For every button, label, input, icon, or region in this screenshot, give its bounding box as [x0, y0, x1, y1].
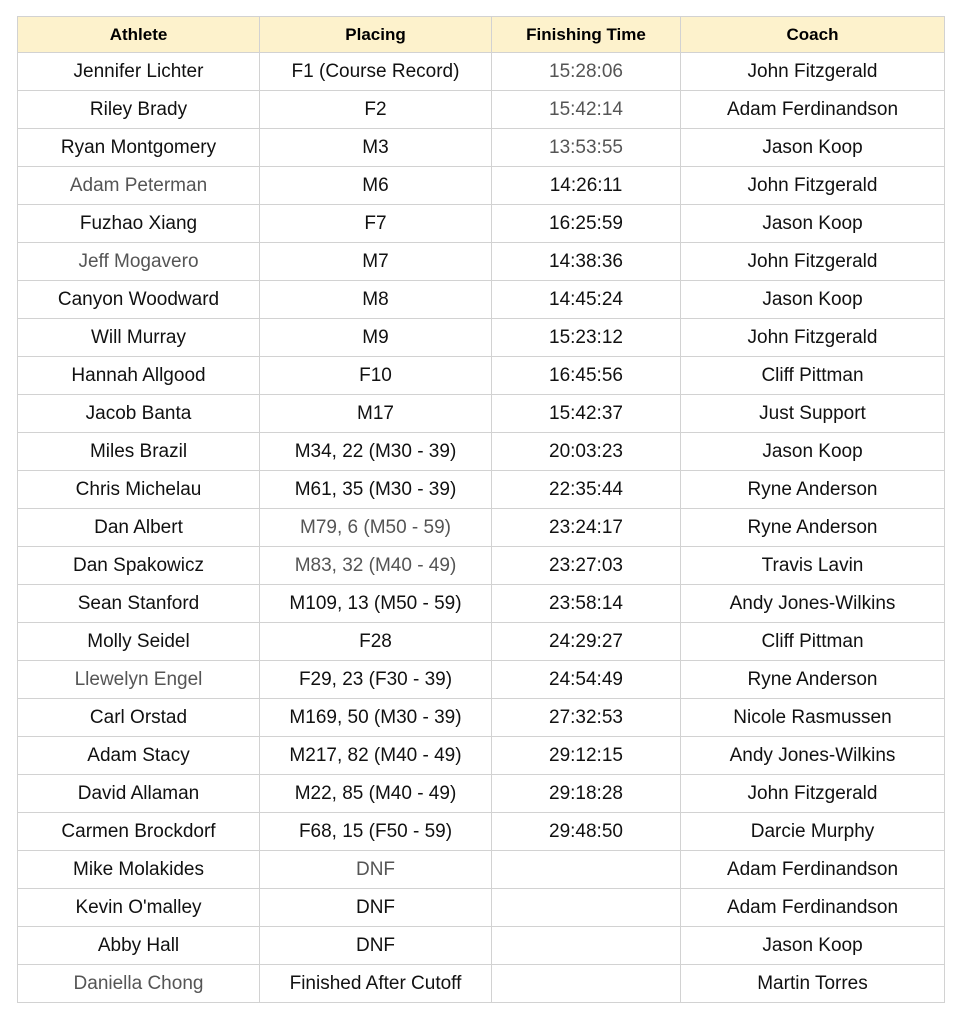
finishing-time-cell[interactable]: 22:35:44: [492, 471, 681, 509]
athlete-cell[interactable]: Carmen Brockdorf: [18, 813, 260, 851]
finishing-time-cell[interactable]: [492, 927, 681, 965]
coach-cell[interactable]: Andy Jones-Wilkins: [681, 585, 945, 623]
athlete-cell[interactable]: Fuzhao Xiang: [18, 205, 260, 243]
table-row: [18, 775, 945, 813]
placing-cell[interactable]: M34, 22 (M30 - 39): [260, 433, 492, 471]
coach-cell[interactable]: Jason Koop: [681, 205, 945, 243]
table-row: [18, 509, 945, 547]
athlete-cell[interactable]: Jennifer Lichter: [18, 53, 260, 91]
column-header-athlete[interactable]: Athlete: [18, 17, 260, 53]
coach-cell[interactable]: Ryne Anderson: [681, 509, 945, 547]
coach-cell[interactable]: Martin Torres: [681, 965, 945, 1003]
coach-cell[interactable]: Jason Koop: [681, 433, 945, 471]
finishing-time-cell[interactable]: [492, 965, 681, 1003]
placing-cell[interactable]: DNF: [260, 927, 492, 965]
table-row: [18, 281, 945, 319]
finishing-time-cell[interactable]: 23:27:03: [492, 547, 681, 585]
coach-cell[interactable]: Andy Jones-Wilkins: [681, 737, 945, 775]
placing-cell[interactable]: M9: [260, 319, 492, 357]
athlete-cell[interactable]: Jacob Banta: [18, 395, 260, 433]
table-row: [18, 471, 945, 509]
coach-cell[interactable]: Adam Ferdinandson: [681, 851, 945, 889]
coach-cell[interactable]: John Fitzgerald: [681, 167, 945, 205]
finishing-time-cell[interactable]: 15:42:37: [492, 395, 681, 433]
athlete-cell[interactable]: Kevin O'malley: [18, 889, 260, 927]
finishing-time-cell[interactable]: [492, 851, 681, 889]
athlete-cell[interactable]: Dan Spakowicz: [18, 547, 260, 585]
athlete-cell[interactable]: Mike Molakides: [18, 851, 260, 889]
finishing-time-cell[interactable]: 20:03:23: [492, 433, 681, 471]
finishing-time-cell[interactable]: [492, 889, 681, 927]
finishing-time-cell[interactable]: 29:12:15: [492, 737, 681, 775]
coach-cell[interactable]: Cliff Pittman: [681, 623, 945, 661]
results-sheet: [17, 16, 945, 1003]
athlete-cell[interactable]: Llewelyn Engel: [18, 661, 260, 699]
table-body: [18, 53, 945, 1003]
table-row: [18, 889, 945, 927]
placing-cell[interactable]: M61, 35 (M30 - 39): [260, 471, 492, 509]
finishing-time-cell[interactable]: 15:42:14: [492, 91, 681, 129]
coach-cell[interactable]: Jason Koop: [681, 129, 945, 167]
placing-cell[interactable]: DNF: [260, 889, 492, 927]
column-header-coach[interactable]: Coach: [681, 17, 945, 53]
athlete-cell[interactable]: Dan Albert: [18, 509, 260, 547]
placing-cell[interactable]: F2: [260, 91, 492, 129]
athlete-cell[interactable]: Will Murray: [18, 319, 260, 357]
table-row: [18, 53, 945, 91]
coach-cell[interactable]: Darcie Murphy: [681, 813, 945, 851]
table-row: [18, 395, 945, 433]
athlete-cell[interactable]: Adam Peterman: [18, 167, 260, 205]
table-row: [18, 813, 945, 851]
coach-cell[interactable]: Ryne Anderson: [681, 471, 945, 509]
finishing-time-cell[interactable]: 24:29:27: [492, 623, 681, 661]
finishing-time-cell[interactable]: 29:48:50: [492, 813, 681, 851]
finishing-time-cell[interactable]: 15:28:06: [492, 53, 681, 91]
placing-cell[interactable]: F10: [260, 357, 492, 395]
table-header: [18, 17, 945, 53]
column-header-placing[interactable]: Placing: [260, 17, 492, 53]
athlete-cell[interactable]: Daniella Chong: [18, 965, 260, 1003]
finishing-time-cell[interactable]: 16:25:59: [492, 205, 681, 243]
finishing-time-cell[interactable]: 14:45:24: [492, 281, 681, 319]
table-row: [18, 661, 945, 699]
placing-cell[interactable]: DNF: [260, 851, 492, 889]
finishing-time-cell[interactable]: 23:58:14: [492, 585, 681, 623]
finishing-time-cell[interactable]: 15:23:12: [492, 319, 681, 357]
placing-cell[interactable]: F29, 23 (F30 - 39): [260, 661, 492, 699]
table-row: [18, 129, 945, 167]
finishing-time-cell[interactable]: 23:24:17: [492, 509, 681, 547]
placing-cell[interactable]: M8: [260, 281, 492, 319]
placing-cell[interactable]: M109, 13 (M50 - 59): [260, 585, 492, 623]
finishing-time-cell[interactable]: 24:54:49: [492, 661, 681, 699]
coach-cell[interactable]: John Fitzgerald: [681, 775, 945, 813]
placing-cell[interactable]: F28: [260, 623, 492, 661]
finishing-time-cell[interactable]: 29:18:28: [492, 775, 681, 813]
coach-cell[interactable]: Adam Ferdinandson: [681, 91, 945, 129]
finishing-time-cell[interactable]: 14:38:36: [492, 243, 681, 281]
coach-cell[interactable]: Adam Ferdinandson: [681, 889, 945, 927]
athlete-cell[interactable]: Chris Michelau: [18, 471, 260, 509]
table-row: [18, 205, 945, 243]
table-row: [18, 699, 945, 737]
placing-cell[interactable]: M3: [260, 129, 492, 167]
table-row: [18, 851, 945, 889]
table-row: [18, 927, 945, 965]
results-table: [17, 16, 945, 1003]
coach-cell[interactable]: Ryne Anderson: [681, 661, 945, 699]
table-row: [18, 243, 945, 281]
athlete-cell[interactable]: Riley Brady: [18, 91, 260, 129]
placing-cell[interactable]: M6: [260, 167, 492, 205]
table-row: [18, 623, 945, 661]
finishing-time-cell[interactable]: 13:53:55: [492, 129, 681, 167]
athlete-cell[interactable]: Sean Stanford: [18, 585, 260, 623]
coach-cell[interactable]: Jason Koop: [681, 927, 945, 965]
athlete-cell[interactable]: Ryan Montgomery: [18, 129, 260, 167]
athlete-cell[interactable]: Hannah Allgood: [18, 357, 260, 395]
athlete-cell[interactable]: Carl Orstad: [18, 699, 260, 737]
coach-cell[interactable]: John Fitzgerald: [681, 53, 945, 91]
coach-cell[interactable]: Jason Koop: [681, 281, 945, 319]
coach-cell[interactable]: John Fitzgerald: [681, 319, 945, 357]
table-row: [18, 547, 945, 585]
table-row: [18, 965, 945, 1003]
finishing-time-cell[interactable]: 16:45:56: [492, 357, 681, 395]
coach-cell[interactable]: Nicole Rasmussen: [681, 699, 945, 737]
table-row: [18, 91, 945, 129]
table-row: [18, 585, 945, 623]
finishing-time-cell[interactable]: 27:32:53: [492, 699, 681, 737]
athlete-cell[interactable]: Abby Hall: [18, 927, 260, 965]
placing-cell[interactable]: F7: [260, 205, 492, 243]
placing-cell[interactable]: M79, 6 (M50 - 59): [260, 509, 492, 547]
placing-cell[interactable]: M217, 82 (M40 - 49): [260, 737, 492, 775]
table-row: [18, 357, 945, 395]
placing-cell[interactable]: M83, 32 (M40 - 49): [260, 547, 492, 585]
table-row: [18, 319, 945, 357]
athlete-cell[interactable]: David Allaman: [18, 775, 260, 813]
athlete-cell[interactable]: Molly Seidel: [18, 623, 260, 661]
placing-cell[interactable]: M17: [260, 395, 492, 433]
coach-cell[interactable]: Travis Lavin: [681, 547, 945, 585]
placing-cell[interactable]: M7: [260, 243, 492, 281]
athlete-cell[interactable]: Canyon Woodward: [18, 281, 260, 319]
athlete-cell[interactable]: Adam Stacy: [18, 737, 260, 775]
placing-cell[interactable]: Finished After Cutoff: [260, 965, 492, 1003]
coach-cell[interactable]: John Fitzgerald: [681, 243, 945, 281]
header-row: [18, 17, 945, 53]
table-row: [18, 167, 945, 205]
placing-cell[interactable]: F1 (Course Record): [260, 53, 492, 91]
table-row: [18, 737, 945, 775]
coach-cell[interactable]: Cliff Pittman: [681, 357, 945, 395]
placing-cell[interactable]: M22, 85 (M40 - 49): [260, 775, 492, 813]
column-header-finishing-time[interactable]: Finishing Time: [492, 17, 681, 53]
table-row: [18, 433, 945, 471]
finishing-time-cell[interactable]: 14:26:11: [492, 167, 681, 205]
coach-cell[interactable]: Just Support: [681, 395, 945, 433]
placing-cell[interactable]: M169, 50 (M30 - 39): [260, 699, 492, 737]
placing-cell[interactable]: F68, 15 (F50 - 59): [260, 813, 492, 851]
athlete-cell[interactable]: Jeff Mogavero: [18, 243, 260, 281]
athlete-cell[interactable]: Miles Brazil: [18, 433, 260, 471]
